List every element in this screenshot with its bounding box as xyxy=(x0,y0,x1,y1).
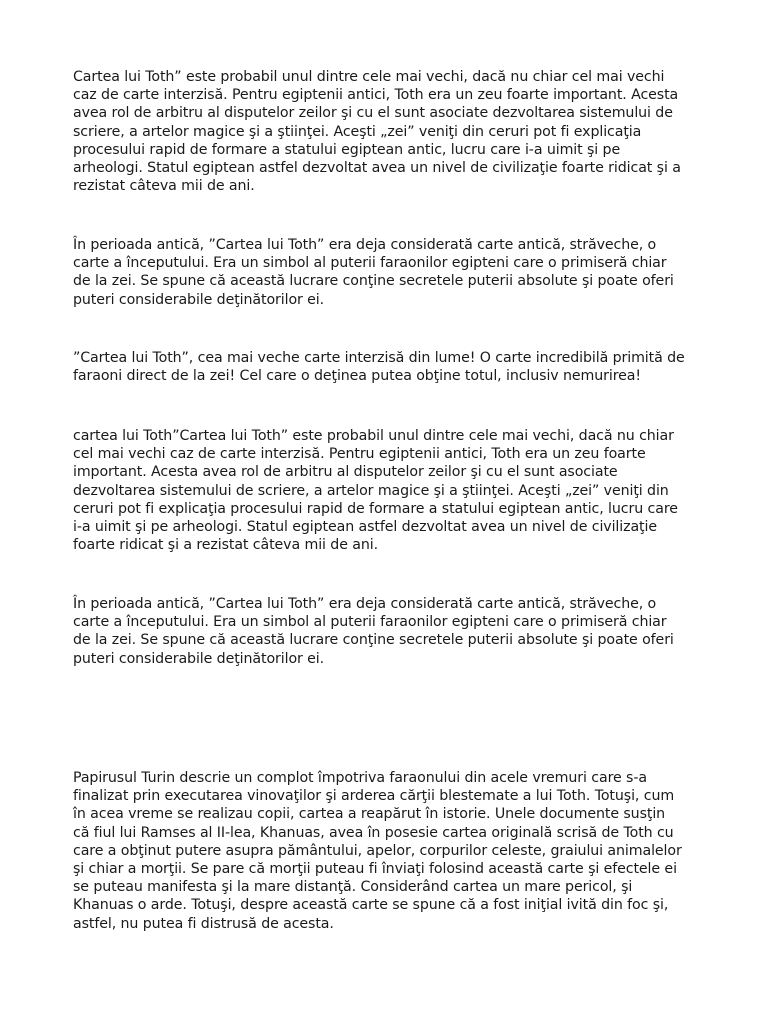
text-line: de la zei. Se spune că această lucrare conţine secretele puterii absolute şi poate oferi xyxy=(73,632,674,649)
paragraph-4 xyxy=(73,427,678,554)
text-line: puteri considerabile deţinătorilor ei. xyxy=(73,291,325,308)
text-line: cel mai vechi caz de carte interzisă. Pentru egiptenii antici, Toth era un zeu foarte xyxy=(73,446,646,463)
text-line: dezvoltarea sistemului de scriere, a artelor magice şi a ştiinţei. Aceşti „zei” veniţi din xyxy=(73,482,669,499)
paragraph-1 xyxy=(73,68,681,195)
text-line: de la zei. Se spune că această lucrare conţine secretele puterii absolute şi poate oferi xyxy=(73,273,674,290)
text-line: scriere, a artelor magice şi a ştiinţei. Aceşti „zei” veniţi din ceruri pot fi explicaţia xyxy=(73,123,642,140)
paragraph-2 xyxy=(73,236,674,309)
text-line: ”Cartea lui Toth”, cea mai veche carte interzisă din lume! O carte incredibilă primită de xyxy=(73,350,685,366)
text-line: În perioada antică, ”Cartea lui Toth” era deja considerată carte antică, străveche, o xyxy=(73,237,657,253)
text-line: în acea vreme se realizau copii, cartea a reapărut în istorie. Unele documente susţin xyxy=(73,806,666,823)
text-line: important. Acesta avea rol de arbitru al disputelor zeilor şi cu el sunt asociate xyxy=(73,464,618,481)
text-line: Khanuas o arde. Totuşi, despre această carte se spune că a fost iniţial ivită din foc şi, xyxy=(73,897,669,914)
text-line: faraoni direct de la zei! Cel care o deţinea putea obţine totul, inclusiv nemurirea! xyxy=(73,368,641,385)
text-line: caz de carte interzisă. Pentru egiptenii antici, Toth era un zeu foarte important. Acesta xyxy=(73,87,679,104)
paragraph-3 xyxy=(73,349,685,385)
text-line: procesului rapid de formare a statului egiptean antic, lucru care i-a uimit şi pe xyxy=(73,141,621,158)
text-line: În perioada antică, ”Cartea lui Toth” era deja considerată carte antică, străveche, o xyxy=(73,596,657,612)
text-line: carte a începutului. Era un simbol al puterii faraonilor egipteni care o primiseră chiar xyxy=(73,614,667,631)
text-line: Cartea lui Toth” este probabil unul dintre cele mai vechi, dacă nu chiar cel mai vechi xyxy=(73,69,665,85)
text-line: puteri considerabile deţinătorilor ei. xyxy=(73,650,325,667)
text-line: care a obţinut putere asupra pământului, apelor, corpurilor celeste, graiului animalelor xyxy=(73,842,682,859)
text-line: cartea lui Toth”Cartea lui Toth” este probabil unul dintre cele mai vechi, dacă nu chiar xyxy=(73,428,674,444)
text-line: ceruri pot fi explicaţia procesului rapid de formare a statului egiptean antic, lucru care xyxy=(73,500,678,517)
text-line: i-a uimit şi pe arheologi. Statul egiptean astfel dezvoltat avea un nivel de civilizaţie xyxy=(73,518,657,535)
text-line: şi chiar a morţii. Se pare că morţii puteau fi înviaţi folosind această carte şi efectele ei xyxy=(73,860,677,877)
text-line: foarte ridicat şi a rezistat câteva mii de ani. xyxy=(73,537,378,554)
text-line: avea rol de arbitru al disputelor zeilor şi cu el sunt asociate dezvoltarea sistemului de xyxy=(73,105,673,122)
paragraph-6 xyxy=(73,769,682,933)
text-line: carte a începutului. Era un simbol al puterii faraonilor egipteni care o primiseră chiar xyxy=(73,255,667,272)
text-line: rezistat câteva mii de ani. xyxy=(73,178,255,195)
text-line: finalizat prin executarea vinovaţilor şi arderea cărţii blestemate a lui Toth. Totuşi, cum xyxy=(73,788,675,805)
text-line: arheologi. Statul egiptean astfel dezvoltat avea un nivel de civilizaţie foarte ridicat şi a xyxy=(73,159,681,176)
text-line: că fiul lui Ramses al II-lea, Khanuas, avea în posesie cartea originală scrisă de Toth cu xyxy=(73,824,674,841)
text-line: astfel, nu putea fi distrusă de acesta. xyxy=(73,915,334,932)
text-line: Papirusul Turin descrie un complot împotriva faraonului din acele vremuri care s-a xyxy=(73,770,647,786)
text-line: se puteau manifesta şi la mare distanţă. Considerând cartea un mare pericol, şi xyxy=(73,879,633,896)
paragraph-5 xyxy=(73,595,674,668)
